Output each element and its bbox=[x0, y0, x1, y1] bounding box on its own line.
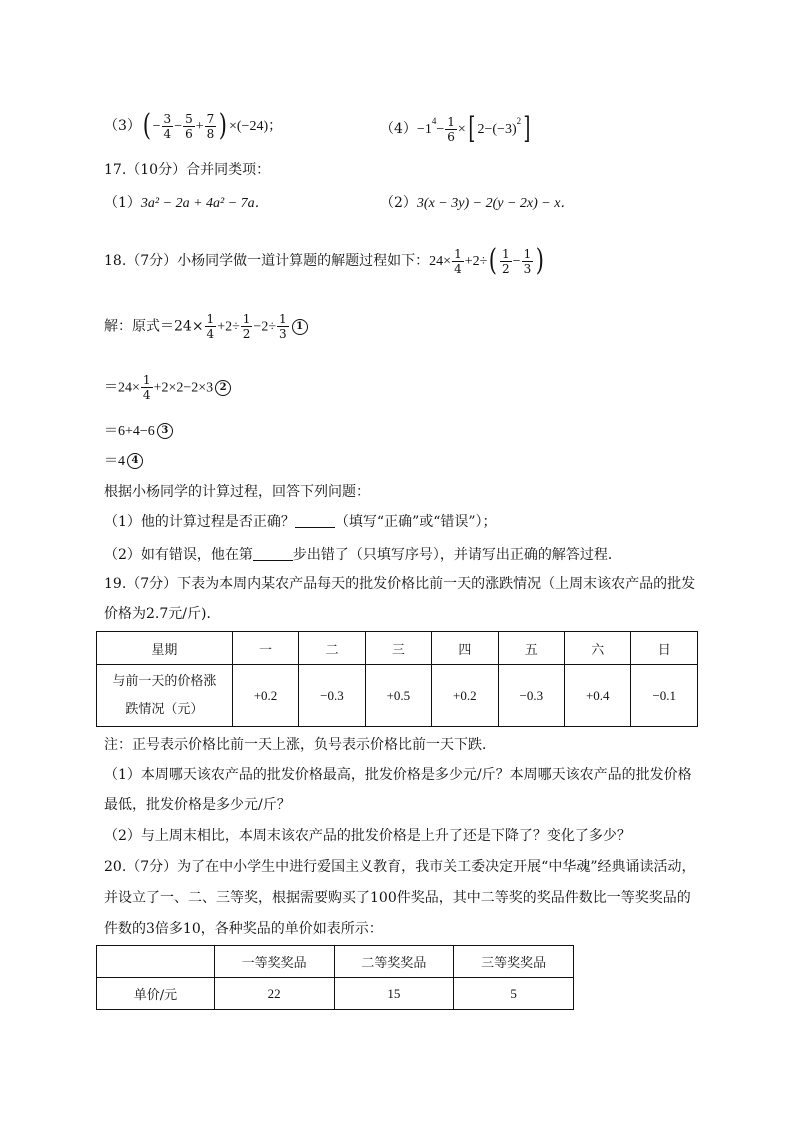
fraction: $\frac{1}{2}$ bbox=[502, 246, 510, 276]
table-header-cell bbox=[97, 946, 215, 978]
step-text: +2×2−2×3 bbox=[153, 380, 214, 396]
fraction: $\frac{7}{8}$ bbox=[206, 111, 215, 141]
step-marker: 3 bbox=[157, 423, 173, 439]
q19-sub-2: （2）与上周末相比，本周末该农产品的批发价格是上升了还是下降了？变化了多少？ bbox=[104, 828, 631, 844]
step-text: +2÷ bbox=[217, 319, 240, 335]
q18-step-3 bbox=[104, 421, 173, 442]
q18-sub-1 bbox=[104, 512, 497, 532]
item-label: （4） bbox=[380, 121, 417, 137]
answer-blank[interactable] bbox=[295, 513, 335, 528]
table-header-row bbox=[97, 946, 574, 978]
fraction: $\frac{1}{2}$ bbox=[242, 312, 251, 341]
table-row bbox=[97, 978, 574, 1010]
table-header-cell: 日 bbox=[631, 632, 698, 665]
table-cell: 5 bbox=[454, 978, 574, 1010]
table-row-label: 与前一天的价格涨 跌情况（元） bbox=[97, 665, 233, 727]
q19-sub-1-line-1: （1）本周哪天该农产品的批发价格最高，批发价格是多少元/斤？本周哪天该农产品的批发价格 bbox=[104, 767, 692, 783]
table-cell: +0.2 bbox=[432, 665, 498, 727]
fraction: $\frac{1}{3}$ bbox=[523, 246, 532, 276]
answer-blank[interactable] bbox=[253, 546, 293, 561]
table-header-cell: 四 bbox=[432, 632, 498, 665]
fraction: $\frac{1}{4}$ bbox=[142, 373, 151, 402]
step-marker: 1 bbox=[292, 319, 308, 335]
fraction: $\frac{3}{4}$ bbox=[163, 111, 172, 141]
step-text: ＝4 bbox=[104, 454, 125, 469]
exponent: 2 bbox=[516, 116, 522, 126]
fraction: $\frac{1}{4}$ bbox=[454, 246, 462, 276]
q18-title: 18.（7分）小杨同学做一道计算题的解题过程如下：24× $\frac{1}{4}$ +2÷( $\frac{1}{2}$ − $\frac{1}{3}$ ) bbox=[104, 243, 545, 278]
table-cell: +0.2 bbox=[232, 665, 298, 727]
q18-step-1 bbox=[104, 312, 308, 341]
q19-title-line-1: 19.（7分）下表为本周内某农产品每天的批发价格比前一天的涨跌情况（上周末该农产品的批发 bbox=[104, 576, 696, 592]
q18-step-2 bbox=[104, 373, 231, 402]
table-cell: 15 bbox=[334, 978, 454, 1010]
table-row bbox=[97, 665, 698, 727]
op: − bbox=[174, 119, 183, 134]
sub-question: 步出错了（只填写序号），并请写出正确的解答过程． bbox=[292, 547, 622, 563]
step-text: ＝24× bbox=[104, 380, 140, 396]
table-header-cell: 一等奖奖品 bbox=[214, 946, 334, 978]
item-label: （2） bbox=[380, 195, 417, 211]
q19-sub-1-line-2: 最低，批发价格是多少元/斤？ bbox=[104, 797, 291, 813]
op: − bbox=[152, 119, 161, 134]
sub-question: （填写“正确”或“错误”）； bbox=[334, 514, 497, 530]
op: − bbox=[512, 254, 521, 269]
table-header-cell: 三等奖奖品 bbox=[454, 946, 574, 978]
step-text: 解：原式＝24× bbox=[104, 318, 204, 335]
q17-item-1 bbox=[104, 193, 269, 214]
expr: +2÷ bbox=[464, 254, 488, 269]
q19-title-line-2: 价格为2.7元/斤)． bbox=[104, 606, 221, 622]
fraction: $\frac{1}{3}$ bbox=[279, 312, 287, 341]
step-text: ＝6+4−6 bbox=[104, 424, 155, 439]
table-header-cell: 六 bbox=[565, 632, 631, 665]
q20-line-3: 件数的3倍多10，各种奖品的单价如表所示： bbox=[104, 921, 383, 937]
op: − bbox=[436, 122, 445, 137]
expr-head: −1 bbox=[416, 122, 432, 137]
expr-tail: ×(−24)； bbox=[229, 119, 283, 134]
table-cell: −0.3 bbox=[299, 665, 365, 727]
inner-expr: 2−(−3) bbox=[477, 122, 517, 137]
question-text: 18.（7分）小杨同学做一道计算题的解题过程如下： bbox=[104, 253, 430, 269]
sub-question: （1）他的计算过程是否正确？ bbox=[104, 514, 295, 530]
fraction: $\frac{1}{6}$ bbox=[447, 114, 455, 144]
sub-question: （2）如有错误，他在第 bbox=[104, 547, 253, 563]
op: + bbox=[195, 119, 204, 134]
prize-price-table bbox=[96, 945, 574, 1010]
q17-title: 17.（10分）合并同类项： bbox=[104, 162, 271, 178]
table-header-cell: 一 bbox=[232, 632, 298, 665]
table-header-cell: 五 bbox=[498, 632, 564, 665]
price-change-table bbox=[96, 631, 698, 727]
problem-16-3: （3）( − $\frac{3}{4}$ − $\frac{5}{6}$ + $\frac{7}{8}$ ) ×(−24)； bbox=[104, 108, 283, 143]
q20-line-2: 并设立了一、二、三等奖，根据需要购买了100件奖品，其中二等奖的奖品件数比一等奖奖品的 bbox=[104, 890, 691, 906]
q18-sub-2 bbox=[104, 545, 622, 565]
table-cell: 22 bbox=[214, 978, 334, 1010]
fraction: $\frac{5}{6}$ bbox=[185, 111, 193, 141]
table-cell: +0.5 bbox=[365, 665, 431, 727]
table-cell: +0.4 bbox=[565, 665, 631, 727]
step-marker: 4 bbox=[127, 453, 143, 469]
op: × bbox=[457, 122, 466, 137]
q20-line-1: 20.（7分）为了在中小学生中进行爱国主义教育，我市关工委决定开展“中华魂”经典诵读活动， bbox=[104, 859, 696, 875]
q17-item-2 bbox=[380, 193, 574, 214]
table-header-cell: 三 bbox=[365, 632, 431, 665]
expression: 3(x − 3y) − 2(y − 2x) − x． bbox=[416, 196, 575, 211]
table-header-cell: 二等奖奖品 bbox=[334, 946, 454, 978]
q18-prompt: 根据小杨同学的计算过程，回答下列问题： bbox=[104, 484, 370, 500]
table-header-row bbox=[97, 632, 698, 665]
exponent: 4 bbox=[431, 116, 437, 126]
problem-16-4: $(4)-1^4-$ $\frac{1}{6}$ ×[ $2-(-3)^2$] bbox=[380, 111, 531, 146]
table-header-cell: 星期 bbox=[97, 632, 233, 665]
item-label: （1） bbox=[104, 195, 141, 211]
item-label: （3） bbox=[104, 118, 141, 134]
table-row-label: 单价/元 bbox=[97, 978, 215, 1010]
q19-note: 注：正号表示价格比前一天上涨，负号表示价格比前一天下跌． bbox=[104, 737, 496, 753]
step-marker: 2 bbox=[215, 380, 231, 396]
expr: 24× bbox=[429, 254, 452, 269]
table-cell: −0.3 bbox=[498, 665, 564, 727]
expression: 3a² − 2a + 4a² − 7a． bbox=[140, 196, 269, 211]
step-text: −2÷ bbox=[253, 319, 277, 335]
table-header-cell: 二 bbox=[299, 632, 365, 665]
q18-step-4 bbox=[104, 451, 143, 472]
table-cell: −0.1 bbox=[631, 665, 698, 727]
fraction: $\frac{1}{4}$ bbox=[206, 312, 215, 341]
